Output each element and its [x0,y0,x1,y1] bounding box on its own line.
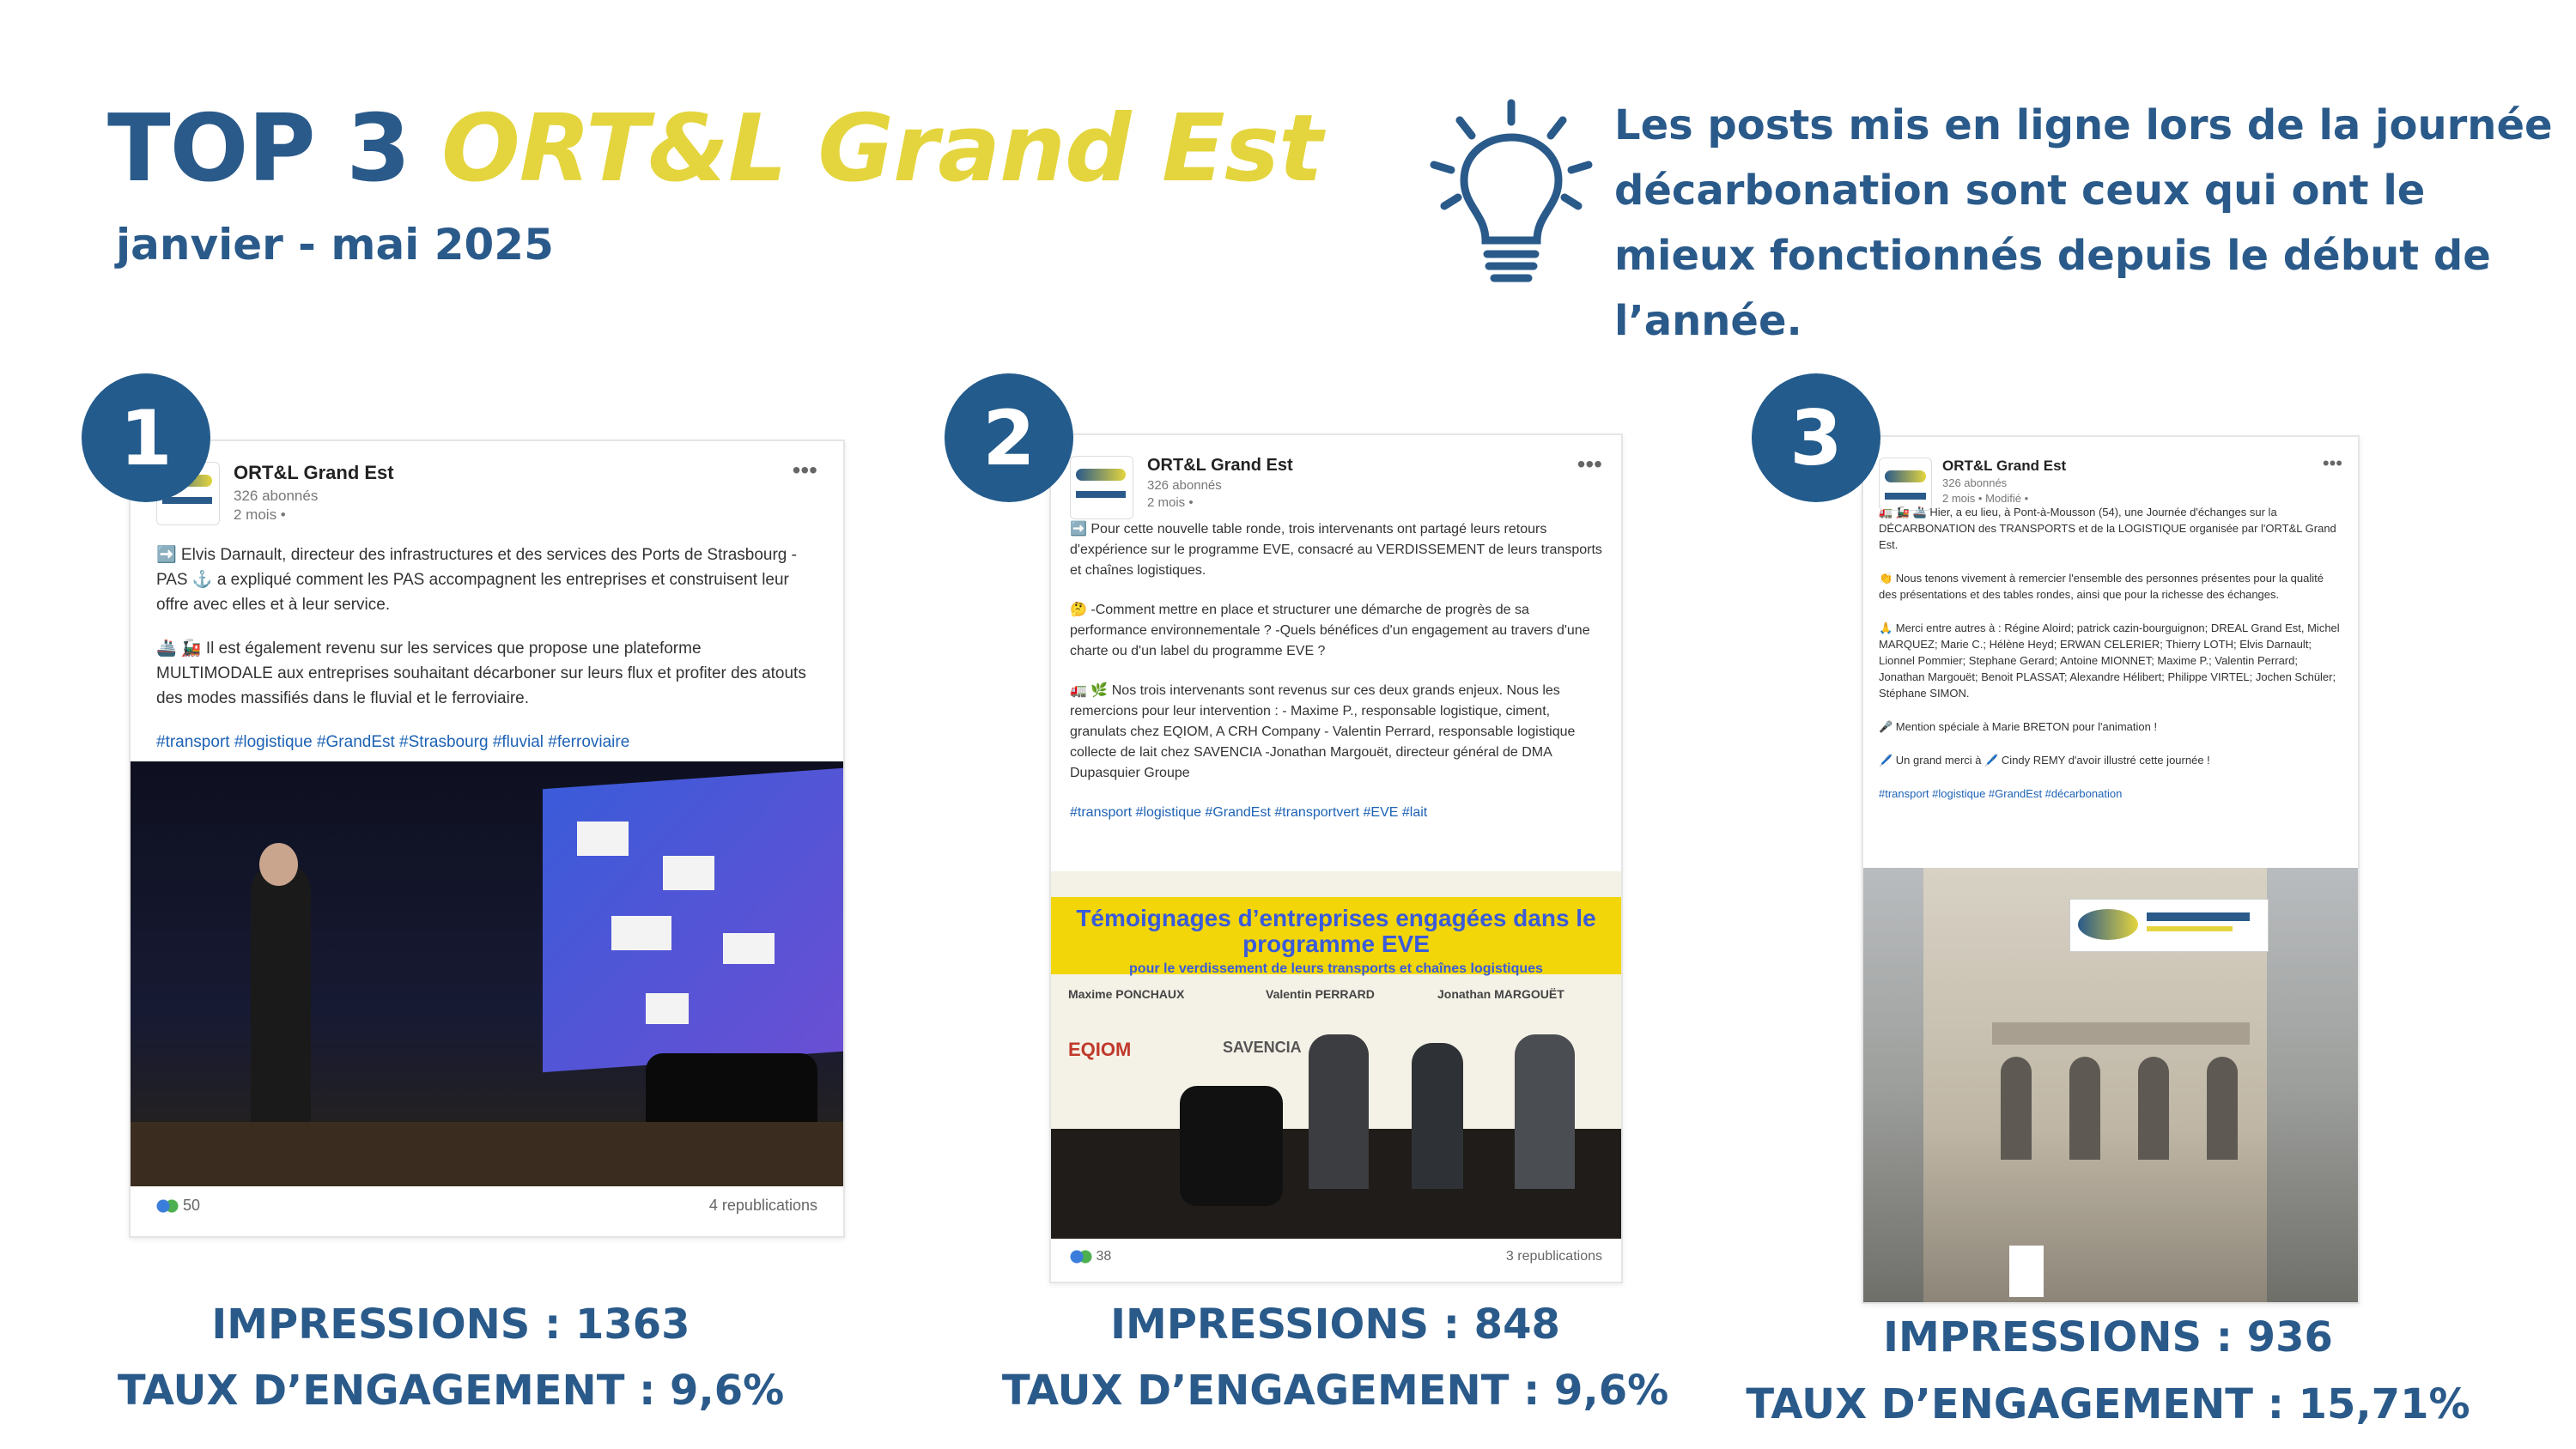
post-text: 🚢 🚂 Il est également revenu sur les services que propose une plateforme MULTIMODALE aux entreprises souhaitant décarboner sur leurs flux et profiter des atouts des modes massifiés dans le fluvial et le ferroviaire. [156,640,806,707]
post-card-1[interactable] [129,440,845,1238]
page-title [107,95,1322,203]
impressions-stat: IMPRESSIONS : 1363 [211,1300,690,1349]
reactions-count[interactable]: 38 [1096,1249,1112,1264]
post-date: 2 mois • Modifié • [1942,492,2029,505]
speaker-name: Jonathan MARGOUËT [1437,987,1564,1001]
reactions-count[interactable]: 50 [183,1197,201,1214]
followers-count: 326 abonnés [1147,478,1222,493]
company-logo [1070,456,1133,519]
slide-subtitle: pour le verdissement de leurs transports et chaînes logistiques [1129,961,1543,976]
followers-count: 326 abonnés [234,488,319,504]
post-text: ➡️ Elvis Darnault, directeur des infrastructures et des services des Ports de Strasbourg - PAS ⚓ a expliqué comment les PAS accompagnent les entreprises et construisent leur offre avec elles et à leur service. [156,546,797,614]
more-options-icon[interactable]: ••• [1577,451,1602,477]
post-card-3[interactable] [1862,435,2360,1304]
company-logo [1879,458,1932,511]
impressions-stat: IMPRESSIONS : 848 [1110,1300,1560,1349]
post-hashtags[interactable]: #transport #logistique #GrandEst #transportvert #EVE #lait [1070,805,1428,820]
impressions-stat: IMPRESSIONS : 936 [1883,1313,2333,1361]
title-brand: ORT&L Grand Est [441,95,1322,203]
more-options-icon[interactable]: ••• [2322,452,2342,474]
engagement-stat: TAUX D’ENGAGEMENT : 9,6% [117,1367,785,1415]
post-text: ➡️ Pour cette nouvelle table ronde, trois intervenants ont partagé leurs retours d'expérience sur le programme EVE, consacré au VERDISSEMENT de leurs transports et chaînes logistiques. [1070,522,1602,578]
title-top3: TOP 3 [107,95,410,203]
brand-eqiom: EQIOM [1068,1039,1132,1060]
more-options-icon[interactable]: ••• [792,457,817,483]
post-text: 🚛 🌿 Nos trois intervenants sont revenus sur ces deux grands enjeux. Nous les remercions pour leur intervention : - Maxime P., responsable logistique, ciment, granulats chez EQIOM, A CRH Company - Valentin Perrard, responsable logistique collecte de lait chez SAVENCIA -Jonathan Margouët, directeur général de DMA Dupasquier Groupe [1070,683,1576,780]
post-hashtags[interactable]: #transport #logistique #GrandEst #Strasbourg #fluvial #ferroviaire [156,733,630,751]
followers-count: 326 abonnés [1942,476,2008,489]
post-text: 🤔 -Comment mettre en place et structurer une démarche de progrès de sa performance environnementale ? -Quels bénéfices d'un engagement au travers d'une charte ou d'un label du programme EVE ? [1070,603,1590,658]
post-date: 2 mois • [1147,495,1194,510]
period-subtitle: janvier - mai 2025 [116,220,554,270]
rank-badge-3: 3 [1752,373,1880,502]
reactions-icon [1070,1250,1092,1264]
post-hashtags[interactable]: #transport #logistique #GrandEst #décarbonation [1879,787,2123,800]
post-text: 👏 Nous tenons vivement à remercier l'ensemble des personnes présentes pour la qualité des présentations et des tables rondes, ainsi que pour la richesse des échanges. [1879,572,2324,601]
slide-title: Témoignages d’entreprises engagées dans le programme EVE [1076,905,1596,957]
lightbulb-icon [1425,94,1597,292]
post-photo[interactable] [1051,871,1621,1239]
reposts-count[interactable]: 3 republications [1505,1249,1602,1264]
post-photo[interactable] [1863,868,2358,1302]
post-photo[interactable] [131,761,843,1186]
rank-badge-1: 1 [82,373,210,502]
page-name[interactable]: ORT&L Grand Est [234,462,394,483]
post-text: 🖊️ Un grand merci à 🖊️ Cindy REMY d'avoir illustré cette journée ! [1879,754,2210,767]
post-text: 🎤 Mention spéciale à Marie BRETON pour l'animation ! [1879,720,2158,733]
page-name[interactable]: ORT&L Grand Est [1942,458,2067,474]
reactions-icon [156,1199,179,1213]
brand-savencia: SAVENCIA [1223,1039,1302,1056]
rank-badge-2: 2 [945,373,1073,502]
reposts-count[interactable]: 4 republications [708,1197,817,1214]
post-text: 🙏 Merci entre autres à : Régine Aloird; patrick cazin-bourguignon; DREAL Grand Est, Michel MARQUEZ; Marie C.; Hélène Heyd; ERWAN CELERIER; Thierry LOTH; Elvis Darnault; Lionnel Pommier; Stephane Gerard; Antoine MIONNET; Maxime P.; Valentin Perrard; Jonathan Margouët; Benoit PLASSAT; Alexandre Hélibert; Philippe VIRTEL; Jochen Schüler; Stéphane SIMON. [1879,621,2340,700]
engagement-stat: TAUX D’ENGAGEMENT : 15,71% [1746,1380,2470,1428]
engagement-stat: TAUX D’ENGAGEMENT : 9,6% [1001,1367,1669,1415]
speaker-name: Valentin PERRARD [1266,987,1375,1001]
post-date: 2 mois • [234,506,286,523]
page-name[interactable]: ORT&L Grand Est [1147,456,1293,475]
post-card-2[interactable] [1049,433,1623,1283]
speaker-name: Maxime PONCHAUX [1068,987,1185,1001]
insight-text: Les posts mis en ligne lors de la journée décarbonation sont ceux qui ont le mieux fonctionnés depuis le début de l’année. [1614,101,2553,345]
post-text: 🚛 🚂 🚢 Hier, a eu lieu, à Pont-à-Mousson (54), une Journée d'échanges sur la DÉCARBONATION des TRANSPORTS et de la LOGISTIQUE organisée par l'ORT&L Grand Est. [1879,506,2336,551]
